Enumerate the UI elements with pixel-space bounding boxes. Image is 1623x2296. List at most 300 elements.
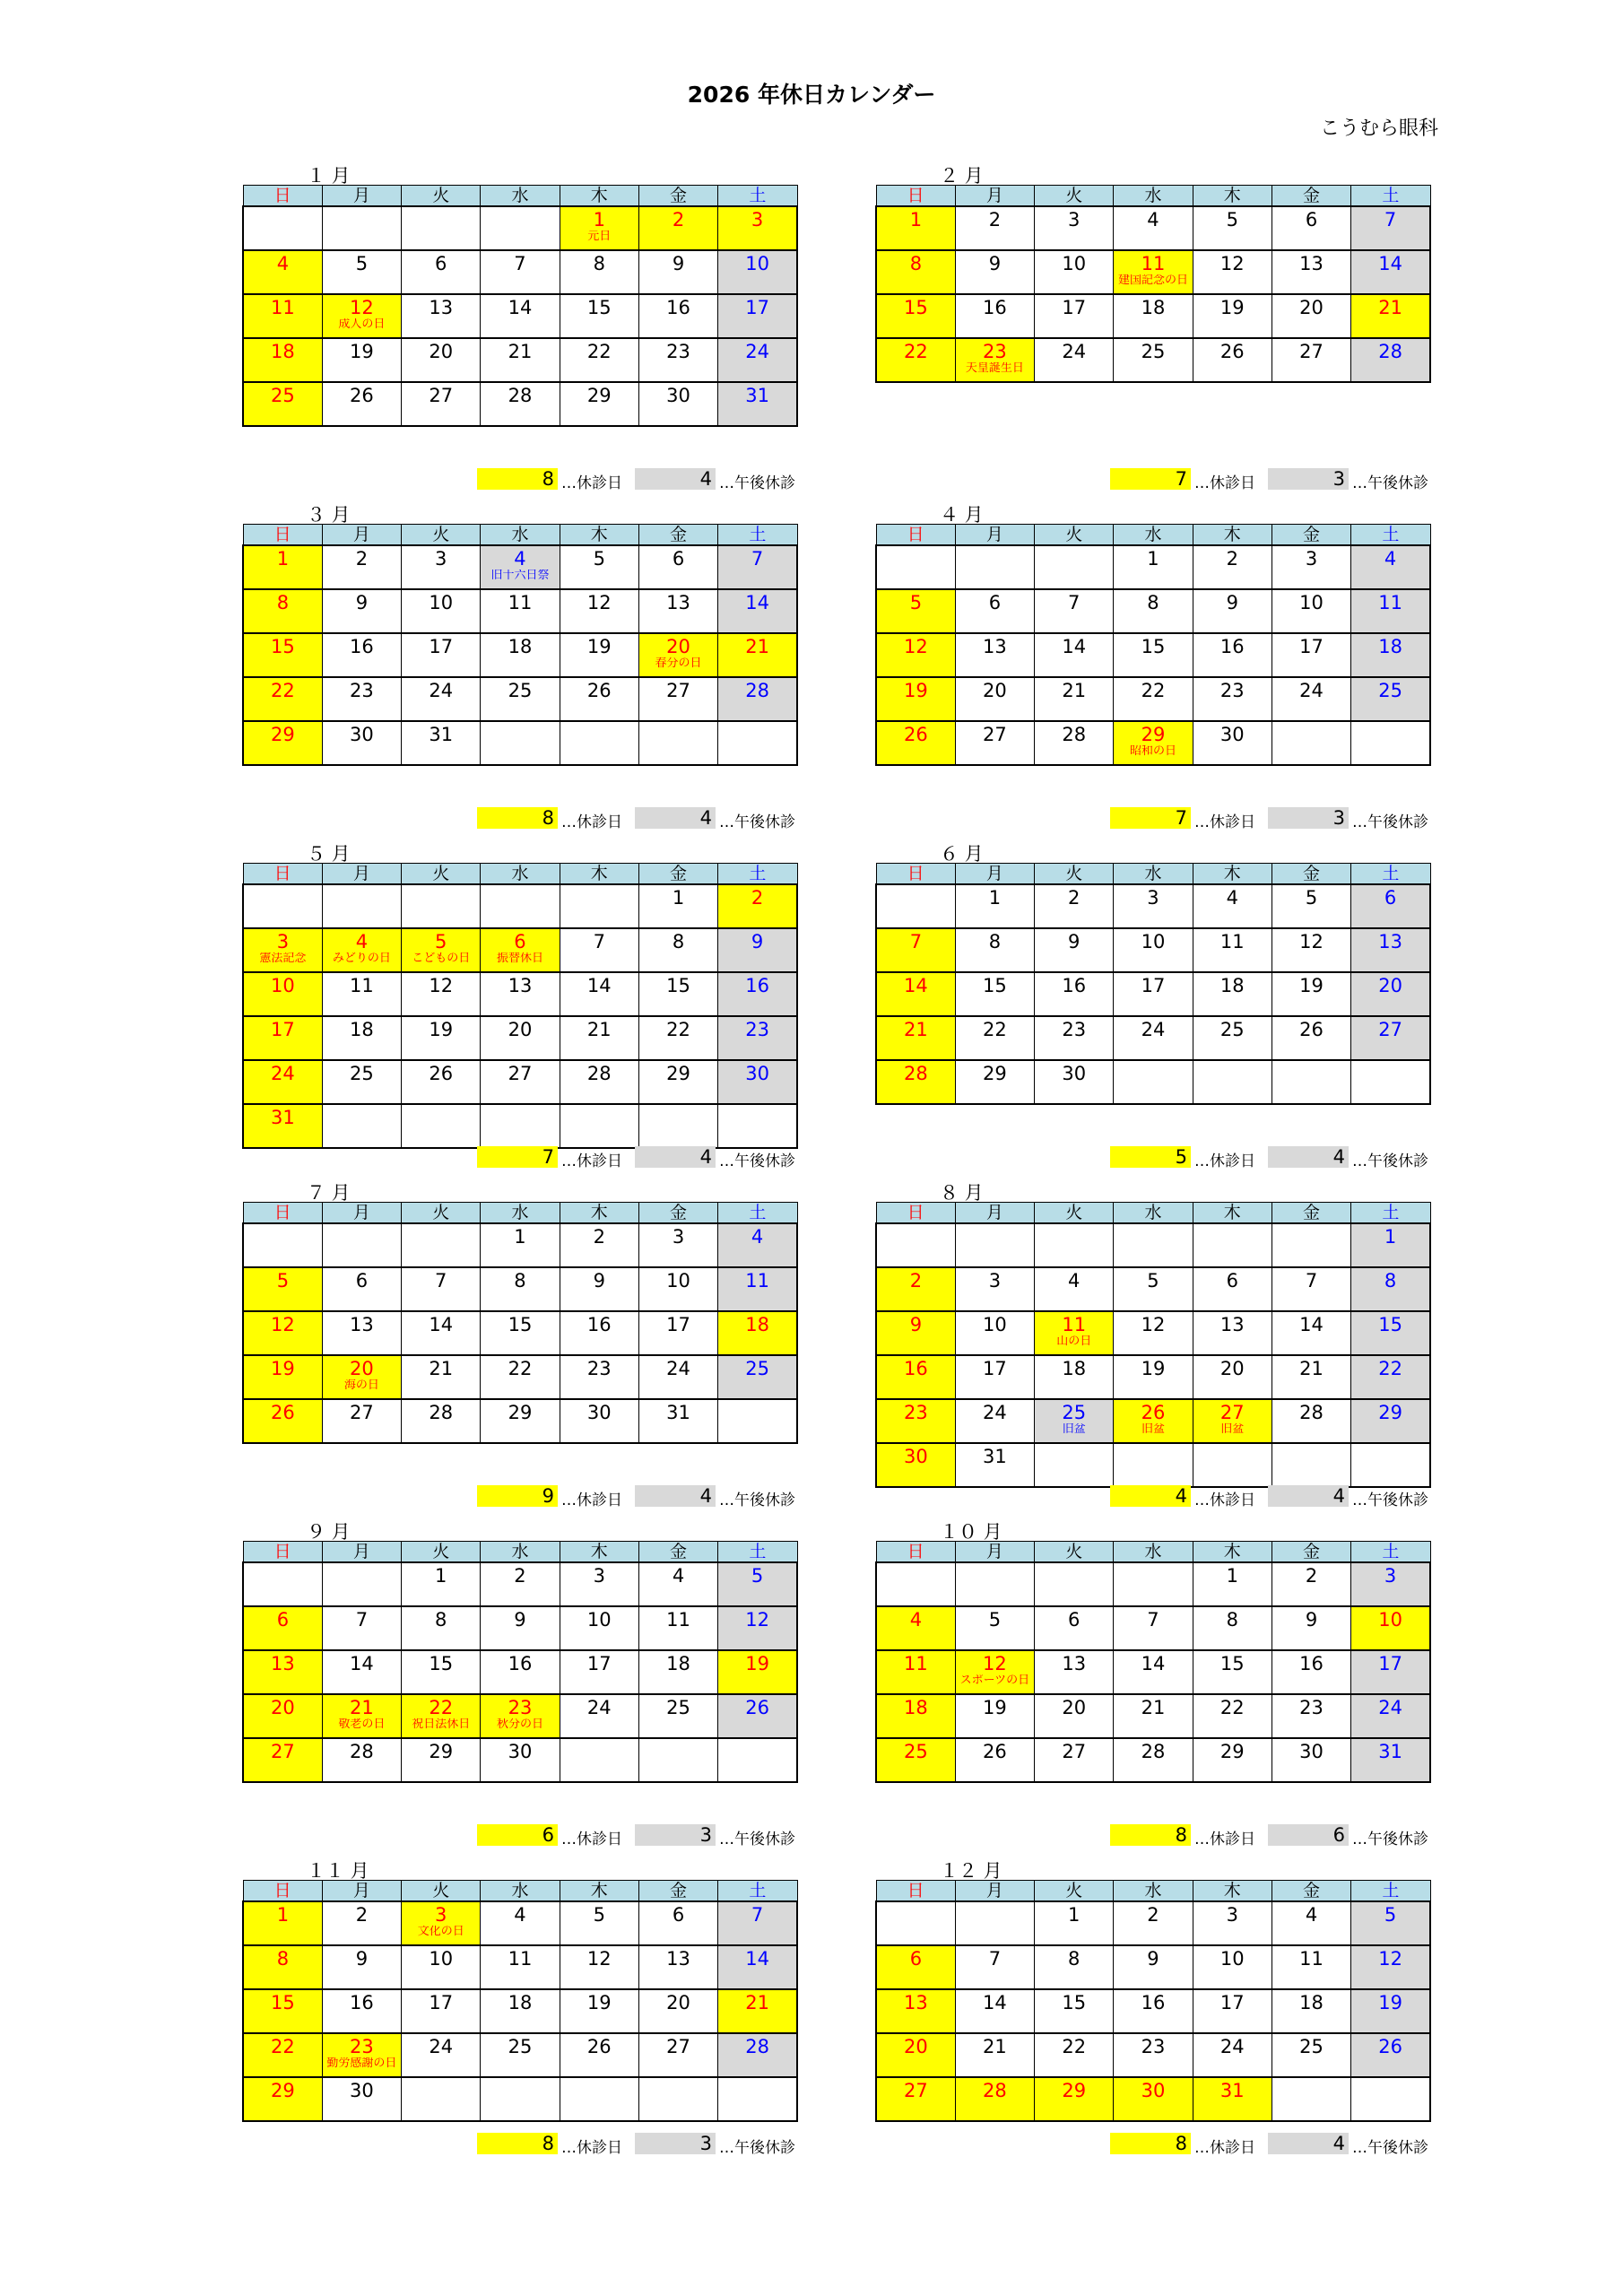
day-cell [876, 1694, 955, 1738]
day-number: 19 [350, 341, 374, 362]
empty-cell [1271, 1060, 1350, 1104]
closed-day-count: 4 [1110, 1485, 1191, 1507]
day-cell [718, 2033, 797, 2077]
day-number: 12 [745, 1609, 769, 1631]
day-number: 17 [271, 1019, 295, 1040]
day-number: 5 [909, 592, 923, 613]
day-number: 21 [1299, 1358, 1324, 1379]
weekday-header: 水 [481, 1203, 560, 1224]
day-cell [560, 250, 638, 294]
day-number: 15 [1378, 1314, 1402, 1335]
day-number: 21 [745, 636, 769, 657]
day-cell [402, 382, 481, 426]
day-number: 18 [1378, 636, 1402, 657]
closed-day-count: 7 [477, 1146, 558, 1168]
day-cell [402, 972, 481, 1016]
day-cell [560, 677, 638, 721]
day-number: 20 [904, 2036, 928, 2057]
month-label: １１ 月 [307, 1860, 369, 1882]
pm-closed-count: 4 [635, 807, 716, 829]
day-number: 12 [1299, 931, 1324, 952]
day-cell [876, 338, 955, 382]
day-number: 9 [1147, 1948, 1159, 1970]
day-number: 24 [1219, 2036, 1245, 2057]
day-number: 20 [350, 1358, 374, 1379]
day-number: 14 [1141, 1653, 1166, 1674]
weekday-header: 日 [243, 1542, 322, 1563]
day-cell [955, 294, 1034, 338]
weekday-header: 火 [1035, 1881, 1114, 1902]
day-number: 3 [435, 548, 447, 570]
day-number: 13 [904, 1992, 928, 2013]
day-cell [718, 633, 797, 677]
day-cell [402, 1606, 481, 1650]
day-number: 12 [1141, 1314, 1166, 1335]
day-number: 18 [666, 1653, 690, 1674]
day-number: 17 [983, 1358, 1007, 1379]
day-cell [955, 1989, 1034, 2033]
day-number: 1 [1068, 1904, 1081, 1926]
day-cell [322, 545, 401, 589]
day-number: 17 [1299, 636, 1324, 657]
day-cell [1035, 1267, 1114, 1311]
weekday-header: 土 [718, 1203, 797, 1224]
day-number: 28 [1062, 724, 1087, 745]
day-cell [322, 1399, 401, 1443]
holiday-name: 旧盆 [1141, 1423, 1165, 1436]
day-cell [1271, 1562, 1350, 1606]
day-number: 31 [1378, 1741, 1402, 1762]
day-number: 2 [672, 209, 685, 230]
day-cell [560, 928, 638, 972]
day-number: 1 [1384, 1226, 1397, 1248]
day-number: 27 [983, 724, 1007, 745]
weekday-header: 土 [718, 186, 797, 207]
day-number: 22 [1219, 1697, 1245, 1718]
weekday-header: 火 [402, 1542, 481, 1563]
day-cell [638, 206, 717, 250]
day-number: 23 [1141, 2036, 1166, 2057]
month-calendar [875, 843, 1431, 1105]
month-calendar [242, 504, 798, 766]
day-cell [1114, 338, 1193, 382]
day-cell [1114, 928, 1193, 972]
day-cell [1035, 589, 1114, 633]
empty-cell [481, 721, 560, 765]
weekday-header: 日 [876, 1881, 955, 1902]
day-number: 28 [983, 2080, 1007, 2101]
day-number: 18 [745, 1314, 769, 1335]
empty-cell [876, 545, 955, 589]
day-cell [402, 1060, 481, 1104]
day-number: 28 [508, 385, 533, 406]
day-number: 5 [1384, 1904, 1397, 1926]
day-number: 29 [271, 2080, 295, 2101]
holiday-name: 成人の日 [338, 318, 386, 331]
empty-cell [638, 1738, 717, 1782]
day-cell [876, 2033, 955, 2077]
empty-cell [718, 1399, 797, 1443]
day-number: 24 [429, 680, 454, 701]
day-cell [638, 633, 717, 677]
day-number: 8 [1226, 1609, 1238, 1631]
day-number: 26 [350, 385, 374, 406]
day-number: 19 [745, 1653, 769, 1674]
day-number: 11 [666, 1609, 690, 1631]
empty-cell [481, 2077, 560, 2121]
pm-closed-label: …午後休診 [1352, 1831, 1428, 1848]
day-number: 5 [276, 1270, 290, 1292]
day-cell [402, 677, 481, 721]
day-cell [322, 1016, 401, 1060]
day-number: 21 [508, 341, 533, 362]
day-number: 26 [983, 1741, 1007, 1762]
day-number: 24 [983, 1402, 1007, 1423]
day-number: 31 [983, 1446, 1007, 1467]
day-number: 19 [586, 1992, 612, 2013]
day-number: 14 [508, 297, 533, 318]
pm-closed-count: 3 [635, 2133, 716, 2154]
day-cell [955, 2077, 1034, 2121]
day-cell [1271, 1399, 1350, 1443]
day-number: 30 [1141, 2080, 1166, 2101]
day-number: 6 [1226, 1270, 1238, 1292]
pm-closed-count: 3 [1268, 468, 1349, 490]
day-cell [876, 250, 955, 294]
day-cell [1035, 1650, 1114, 1694]
empty-cell [1271, 1223, 1350, 1267]
day-cell [638, 2033, 717, 2077]
empty-cell [1035, 545, 1114, 589]
day-cell [243, 1989, 322, 2033]
day-number: 15 [666, 975, 690, 996]
day-cell [1114, 545, 1193, 589]
day-number: 3 [1147, 887, 1159, 909]
day-cell [1035, 928, 1114, 972]
day-number: 23 [1299, 1697, 1324, 1718]
closed-day-label: …休診日 [561, 2139, 622, 2157]
day-number: 28 [745, 680, 769, 701]
day-cell [481, 294, 560, 338]
weekday-header: 土 [1351, 1203, 1430, 1224]
day-number: 13 [1378, 931, 1402, 952]
day-number: 7 [514, 253, 526, 274]
closed-day-label: …休診日 [1194, 1152, 1255, 1170]
day-number: 19 [271, 1358, 295, 1379]
closed-day-label: …休診日 [561, 813, 622, 831]
day-cell [718, 338, 797, 382]
weekday-header: 月 [955, 1542, 1034, 1563]
holiday-name: 天皇誕生日 [965, 362, 1024, 375]
day-cell [1193, 1738, 1271, 1782]
day-number: 6 [1068, 1609, 1081, 1631]
day-number: 20 [429, 341, 454, 362]
day-number: 29 [271, 724, 295, 745]
day-cell [718, 884, 797, 928]
weekday-header: 水 [1114, 525, 1193, 546]
day-number: 22 [429, 1697, 454, 1718]
day-number: 8 [276, 592, 290, 613]
day-number: 27 [271, 1741, 295, 1762]
weekday-header: 金 [1271, 525, 1350, 546]
day-number: 3 [1384, 1565, 1397, 1587]
empty-cell [1271, 721, 1350, 765]
weekday-header: 金 [638, 864, 717, 885]
day-number: 1 [1147, 548, 1159, 570]
day-number: 9 [514, 1609, 526, 1631]
day-number: 20 [1299, 297, 1324, 318]
weekday-header: 日 [876, 525, 955, 546]
day-cell [402, 633, 481, 677]
holiday-name: 祝日法休日 [412, 1718, 471, 1731]
closed-day-label: …休診日 [561, 1152, 622, 1170]
day-number: 23 [983, 341, 1007, 362]
day-number: 22 [1141, 680, 1166, 701]
day-cell [243, 545, 322, 589]
month-label: １ 月 [307, 165, 351, 187]
day-number: 1 [909, 209, 923, 230]
weekday-header: 金 [1271, 1203, 1350, 1224]
day-number: 22 [983, 1019, 1007, 1040]
weekday-header: 水 [1114, 1542, 1193, 1563]
day-number: 31 [745, 385, 769, 406]
day-number: 23 [508, 1697, 533, 1718]
day-cell [718, 1267, 797, 1311]
day-cell [1351, 338, 1430, 382]
day-cell [560, 206, 638, 250]
day-cell [1193, 1945, 1271, 1989]
day-cell [955, 928, 1034, 972]
day-number: 24 [1299, 680, 1324, 701]
day-number: 24 [1062, 341, 1087, 362]
closed-day-label: …休診日 [561, 1492, 622, 1509]
day-cell [481, 1311, 560, 1355]
day-cell [955, 2033, 1034, 2077]
day-number: 23 [1062, 1019, 1087, 1040]
day-cell [322, 2033, 401, 2077]
day-cell [322, 1989, 401, 2033]
day-cell [1114, 1267, 1193, 1311]
day-cell [481, 589, 560, 633]
day-number: 12 [350, 297, 374, 318]
day-number: 17 [666, 1314, 690, 1335]
empty-cell [322, 1223, 401, 1267]
day-number: 2 [514, 1565, 526, 1587]
day-number: 17 [429, 1992, 454, 2013]
day-cell [955, 884, 1034, 928]
month-calendar [242, 165, 798, 427]
day-cell [955, 721, 1034, 765]
day-number: 16 [983, 297, 1007, 318]
weekday-header: 月 [955, 525, 1034, 546]
day-number: 11 [1378, 592, 1402, 613]
day-number: 3 [988, 1270, 1002, 1292]
day-cell [481, 338, 560, 382]
day-cell [638, 1562, 717, 1606]
day-cell [1351, 1267, 1430, 1311]
day-cell [955, 1399, 1034, 1443]
day-number: 26 [1141, 1402, 1166, 1423]
day-cell [1114, 1901, 1193, 1945]
day-number: 28 [429, 1402, 454, 1423]
day-number: 23 [745, 1019, 769, 1040]
day-cell [1114, 206, 1193, 250]
day-number: 27 [1299, 341, 1324, 362]
day-number: 10 [745, 253, 769, 274]
day-number: 15 [1219, 1653, 1245, 1674]
weekday-header: 火 [1035, 1203, 1114, 1224]
holiday-name: 建国記念の日 [1117, 274, 1188, 287]
weekday-header: 火 [1035, 864, 1114, 885]
day-cell [1351, 884, 1430, 928]
day-cell [638, 545, 717, 589]
weekday-header: 日 [876, 1203, 955, 1224]
pm-closed-count: 4 [635, 468, 716, 490]
weekday-header: 木 [560, 1542, 638, 1563]
day-number: 7 [1384, 209, 1397, 230]
empty-cell [1114, 1562, 1193, 1606]
closed-day-label: …休診日 [1194, 2139, 1255, 2157]
day-cell [322, 677, 401, 721]
day-cell [560, 1945, 638, 1989]
day-cell [322, 589, 401, 633]
page-title: 2026 年休日カレンダー [687, 82, 936, 108]
day-number: 29 [429, 1741, 454, 1762]
day-number: 14 [745, 592, 769, 613]
day-cell [876, 677, 955, 721]
day-number: 7 [1305, 1270, 1318, 1292]
empty-cell [560, 884, 638, 928]
day-cell [638, 677, 717, 721]
empty-cell [322, 884, 401, 928]
day-number: 6 [355, 1270, 369, 1292]
day-cell [243, 1694, 322, 1738]
day-number: 4 [276, 253, 290, 274]
closed-day-count: 5 [1110, 1146, 1191, 1168]
day-cell [638, 1267, 717, 1311]
day-number: 9 [751, 931, 764, 952]
day-number: 13 [271, 1653, 295, 1674]
day-cell [322, 972, 401, 1016]
weekday-header: 水 [481, 186, 560, 207]
pm-closed-count: 4 [1268, 1485, 1349, 1507]
day-cell [1035, 1694, 1114, 1738]
day-number: 16 [1062, 975, 1087, 996]
day-number: 11 [745, 1270, 769, 1292]
day-cell [481, 545, 560, 589]
day-number: 28 [1141, 1741, 1166, 1762]
day-number: 4 [514, 1904, 526, 1926]
day-cell [1271, 338, 1350, 382]
empty-cell [402, 1104, 481, 1148]
day-number: 2 [1068, 887, 1081, 909]
day-number: 16 [745, 975, 769, 996]
day-number: 29 [1378, 1402, 1402, 1423]
day-number: 18 [508, 1992, 533, 2013]
day-cell [243, 1399, 322, 1443]
day-cell [1114, 633, 1193, 677]
day-number: 17 [1378, 1653, 1402, 1674]
day-number: 9 [1226, 592, 1238, 613]
holiday-name: 旧盆 [1062, 1423, 1086, 1436]
weekday-header: 月 [955, 1881, 1034, 1902]
empty-cell [481, 206, 560, 250]
day-number: 8 [988, 931, 1002, 952]
day-number: 8 [672, 931, 685, 952]
day-cell [1193, 1399, 1271, 1443]
weekday-header: 火 [1035, 186, 1114, 207]
empty-cell [1035, 1562, 1114, 1606]
day-cell [638, 1311, 717, 1355]
day-cell [1271, 972, 1350, 1016]
day-number: 22 [1062, 2036, 1087, 2057]
day-cell [955, 589, 1034, 633]
closed-day-label: …休診日 [1194, 474, 1255, 492]
pm-closed-label: …午後休診 [719, 2139, 795, 2157]
day-number: 29 [508, 1402, 533, 1423]
day-number: 4 [1226, 887, 1238, 909]
pm-closed-label: …午後休診 [719, 474, 795, 492]
weekday-header: 火 [402, 525, 481, 546]
day-cell [1114, 294, 1193, 338]
day-number: 14 [745, 1948, 769, 1970]
day-number: 4 [1147, 209, 1159, 230]
weekday-header: 月 [955, 186, 1034, 207]
empty-cell [876, 1901, 955, 1945]
empty-cell [1193, 1443, 1271, 1487]
weekday-header: 日 [876, 186, 955, 207]
day-number: 5 [751, 1565, 764, 1587]
day-number: 4 [909, 1609, 923, 1631]
day-number: 30 [350, 2080, 374, 2101]
day-number: 7 [988, 1948, 1002, 1970]
day-cell [1351, 928, 1430, 972]
day-number: 31 [1219, 2080, 1245, 2101]
day-cell [876, 721, 955, 765]
day-cell [718, 1694, 797, 1738]
day-number: 5 [593, 548, 605, 570]
day-number: 18 [1299, 1992, 1324, 2013]
day-cell [1271, 928, 1350, 972]
day-cell [876, 1311, 955, 1355]
day-cell [402, 1399, 481, 1443]
day-cell [1035, 1060, 1114, 1104]
day-cell [481, 1945, 560, 1989]
weekday-header: 土 [718, 525, 797, 546]
day-number: 22 [586, 341, 612, 362]
day-cell [1193, 2077, 1271, 2121]
day-cell [560, 1355, 638, 1399]
day-cell [1351, 1945, 1430, 1989]
empty-cell [1114, 1443, 1193, 1487]
day-number: 21 [745, 1992, 769, 2013]
day-cell [955, 1606, 1034, 1650]
day-number: 31 [271, 1107, 295, 1128]
day-cell [876, 294, 955, 338]
day-cell [481, 1355, 560, 1399]
day-number: 14 [429, 1314, 454, 1335]
day-number: 21 [983, 2036, 1007, 2057]
day-cell [1035, 677, 1114, 721]
day-cell [322, 721, 401, 765]
day-cell [1271, 294, 1350, 338]
day-number: 19 [1141, 1358, 1166, 1379]
day-cell [876, 2077, 955, 2121]
day-number: 7 [751, 548, 764, 570]
day-cell [322, 1311, 401, 1355]
day-number: 9 [672, 253, 685, 274]
day-cell [1035, 1945, 1114, 1989]
